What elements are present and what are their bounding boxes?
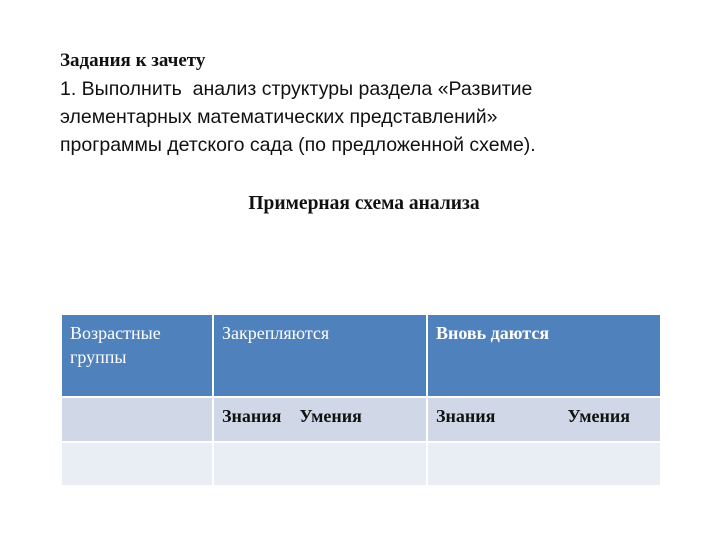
table-cell bbox=[427, 442, 661, 486]
subheader-cell-empty bbox=[61, 397, 213, 442]
header-cell-age-groups: Возрастные группы bbox=[61, 314, 213, 397]
task-line-3: программы детского сада (по предложенной схеме). bbox=[60, 134, 536, 156]
scheme-title: Примерная схема анализа bbox=[248, 193, 480, 214]
assignment-heading: Задания к зачету bbox=[60, 50, 206, 71]
table-subheader-row bbox=[61, 397, 661, 442]
table-header-row bbox=[61, 314, 661, 397]
table-cell bbox=[61, 442, 213, 486]
reinforced-knowledge-label: Знания bbox=[222, 406, 282, 426]
subheader-cell-reinforced bbox=[213, 397, 427, 442]
subheader-cell-newly-given bbox=[427, 397, 661, 442]
analysis-scheme-table bbox=[60, 313, 662, 487]
table-row bbox=[61, 442, 661, 486]
new-knowledge-label: Знания bbox=[436, 406, 496, 426]
header-cell-reinforced: Закрепляются bbox=[213, 314, 427, 397]
task-description bbox=[60, 75, 660, 159]
reinforced-skills-label: Умения bbox=[299, 406, 362, 426]
table-cell bbox=[213, 442, 427, 486]
new-skills-label: Умения bbox=[567, 406, 630, 426]
header-cell-newly-given: Вновь даются bbox=[427, 314, 661, 397]
task-line-1: 1. Выполнить анализ структуры раздела «Развитие bbox=[60, 78, 533, 100]
task-line-2: элементарных математических представлений» bbox=[60, 106, 498, 128]
